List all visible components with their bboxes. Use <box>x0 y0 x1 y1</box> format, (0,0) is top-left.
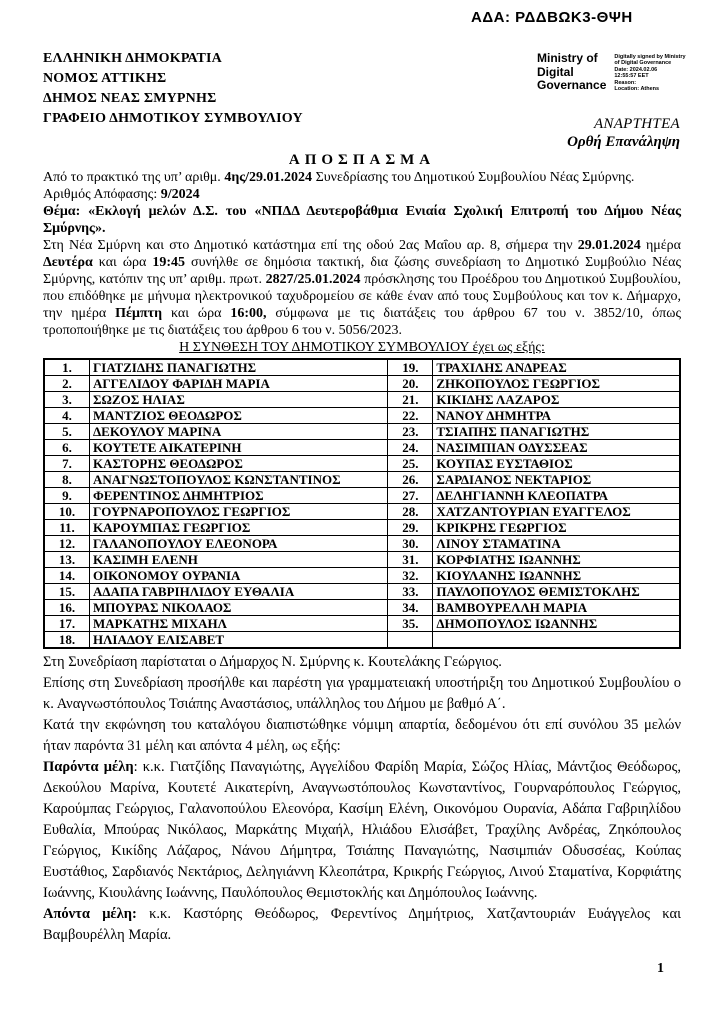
member-number-cell: 7. <box>44 456 90 472</box>
bold-text-run: Πέμπτη <box>115 306 163 321</box>
text-line: ΝΟΜΟΣ ΑΤΤΙΚΗΣ <box>43 71 167 86</box>
bold-text-run: Δευτέρα <box>43 255 93 270</box>
text-run: Από το πρακτικό της υπ’ αριθμ. <box>43 170 225 185</box>
mayor-presence-paragraph: Στη Συνεδρίαση παρίσταται ο Δήμαρχος Ν. Σμύρνης κ. Κουτελάκης Γεώργιος. <box>43 654 502 670</box>
member-number-cell: 23. <box>388 424 433 440</box>
member-number-cell: 13. <box>44 552 90 568</box>
member-name-cell: ΑΝΑΓΝΩΣΤΟΠΟΥΛΟΣ ΚΩΝΣΤΑΝΤΙΝΟΣ <box>90 472 388 488</box>
council-member-row <box>44 600 680 616</box>
member-number-cell: 20. <box>388 376 433 392</box>
excerpt-line <box>43 169 681 186</box>
member-name-cell: ΜΑΝΤΖΙΟΣ ΘΕΟΔΩΡΟΣ <box>90 408 388 424</box>
text-line: Date: 2024.02.06 <box>614 66 658 73</box>
member-name-cell: ΓΑΛΑΝΟΠΟΥΛΟΥ ΕΛΕΟΝΟΡΑ <box>90 536 388 552</box>
text-run: πρόσκλησης του Προέδρου του Δημοτικού Συμβουλίου, που επιδόθηκε με μήνυμα ηλεκτρονικού ταχυδρομείου σε κάθε έναν από τους Συμβούλους και τον κ. Δήμαρχο, την ημέρα <box>43 272 682 321</box>
member-name-cell: ΝΑΝΟΥ ΔΗΜΗΤΡΑ <box>433 408 680 424</box>
member-number-cell: 21. <box>388 392 433 408</box>
signature-name <box>537 52 606 93</box>
text-run: σύμφωνα με τις διατάξεις του άρθρου 67 του ν. 3852/10, όπως τροποποιήθηκε με τις διατάξεις του άρθρου 6 του ν. 5056/2023. <box>43 306 682 338</box>
member-number-cell: 11. <box>44 520 90 536</box>
page-number: 1 <box>657 961 664 976</box>
member-number-cell: 1. <box>44 359 90 376</box>
council-member-row <box>44 376 680 392</box>
bold-text-run: 29.01.2024 <box>577 238 641 253</box>
council-member-row <box>44 584 680 600</box>
member-name-cell: ΚΟΥΤΕΤΕ ΑΙΚΑΤΕΡΙΝΗ <box>90 440 388 456</box>
council-member-row <box>44 408 680 424</box>
member-number-cell: 10. <box>44 504 90 520</box>
member-number-cell: 6. <box>44 440 90 456</box>
member-number-cell: 24. <box>388 440 433 456</box>
text-line: ΔΗΜΟΣ ΝΕΑΣ ΣΜΥΡΝΗΣ <box>43 91 217 106</box>
bold-text-run: Παρόντα μέλη <box>43 759 134 775</box>
text-run: : κ.κ. Γιατζίδης Παναγιώτης, Αγγελίδου Φαρίδη Μαρία, Σώζος Ηλίας, Μάντζιος Θεόδωρος, Δεκούλου Μαρίνα, Κουτετέ Αικατερίνη, Αναγνωστόπουλος Κωνσταντίνος, Γουρναρόπουλος Γεώργιος, Καρούμπας Γεώργιος, Γαλανοπούλου Ελεονόρα, Κασίμη Ελένη, Οικονόμου Ουρανία, Αδάπα Γαβριηλίδου Ευθαλία, Μπούρας Νικόλαος, Μαρκάτης Μιχαήλ, Ηλιάδου Ελισάβετ, Τραχίλης Ανδρέας, Ζηκόπουλος Γεώργιος, Κικίδης Λάζαρος, Νάνου Δήμητρα, Τσιάπης Παναγιώτης, Νασιμπιάν Οδυσσέας, Κούπας Ευστάθιος, Σαρδιανός Νεκτάριος, Δεληγιάννη Κλεοπάτρα, Κρικρής Γεώργιος, Λινού Σταματίνα, Κορφιάτης Ιωάννης, Κιουλάνης Ιωάννης, Παυλόπουλος Θεμιστοκλής και Δημόπουλος Ιωάννης. <box>43 759 681 901</box>
orthi-epanalipsi-label: Ορθή Επανάληψη <box>567 134 680 150</box>
document-title: ΑΠΟΣΠΑΣΜΑ <box>288 152 436 168</box>
member-name-cell: ΚΑΡΟΥΜΠΑΣ ΓΕΩΡΓΙΟΣ <box>90 520 388 536</box>
member-name-cell: ΓΟΥΡΝΑΡΟΠΟΥΛΟΣ ΓΕΩΡΓΙΟΣ <box>90 504 388 520</box>
member-name-cell: ΔΗΜΟΠΟΥΛΟΣ ΙΩΑΝΝΗΣ <box>433 616 680 632</box>
member-number-cell: 14. <box>44 568 90 584</box>
member-number-cell: 2. <box>44 376 90 392</box>
ministry-signature-stamp <box>537 52 686 93</box>
council-member-row <box>44 536 680 552</box>
text-run: Στη Νέα Σμύρνη και στο Δημοτικό κατάστημα επί της οδού 2ας Μαΐου αρ. 8, σήμερα την <box>43 238 578 253</box>
member-name-cell: ΚΙΟΥΛΑΝΗΣ ΙΩΑΝΝΗΣ <box>433 568 680 584</box>
member-name-cell: ΔΕΛΗΓΙΑΝΝΗ ΚΛΕΟΠΑΤΡΑ <box>433 488 680 504</box>
member-name-cell: ΛΙΝΟΥ ΣΤΑΜΑΤΙΝΑ <box>433 536 680 552</box>
member-number-cell: 16. <box>44 600 90 616</box>
council-members-tbody <box>44 359 680 648</box>
member-number-cell: 12. <box>44 536 90 552</box>
bold-text-run: 9/2024 <box>160 187 200 202</box>
council-member-row <box>44 504 680 520</box>
member-name-cell: ΟΙΚΟΝΟΜΟΥ ΟΥΡΑΝΙΑ <box>90 568 388 584</box>
member-name-cell: ΣΑΡΔΙΑΝΟΣ ΝΕΚΤΑΡΙΟΣ <box>433 472 680 488</box>
member-name-cell: ΚΟΥΠΑΣ ΕΥΣΤΑΘΙΟΣ <box>433 456 680 472</box>
member-name-cell: ΚΑΣΤΟΡΗΣ ΘΕΟΔΩΡΟΣ <box>90 456 388 472</box>
council-member-row <box>44 424 680 440</box>
member-name-cell: ΤΣΙΑΠΗΣ ΠΑΝΑΓΙΩΤΗΣ <box>433 424 680 440</box>
attendance-section <box>43 652 681 946</box>
member-number-cell: 3. <box>44 392 90 408</box>
member-name-cell: ΠΑΥΛΟΠΟΥΛΟΣ ΘΕΜΙΣΤΟΚΛΗΣ <box>433 584 680 600</box>
member-number-cell: 9. <box>44 488 90 504</box>
member-name-cell: ΚΑΣΙΜΗ ΕΛΕΝΗ <box>90 552 388 568</box>
council-member-row <box>44 359 680 376</box>
signature-details <box>614 52 685 92</box>
member-number-cell: 17. <box>44 616 90 632</box>
session-paragraph <box>43 237 681 339</box>
text-line: ΕΛΛΗΝΙΚΗ ΔΗΜΟΚΡΑΤΙΑ <box>43 51 222 66</box>
text-line: Digitally signed by Ministry <box>614 54 686 60</box>
member-name-cell: ΚΙΚΙΔΗΣ ΛΑΖΑΡΟΣ <box>433 392 680 408</box>
present-members-paragraph <box>43 757 681 904</box>
composition-heading: Η ΣΥΝΘΕΣΗ ΤΟΥ ΔΗΜΟΤΙΚΟΥ ΣΥΜΒΟΥΛΙΟΥ έχει ως εξής: <box>179 340 545 355</box>
anartitea-label: ΑΝΑΡΤΗΤΕΑ <box>593 116 680 132</box>
council-member-row <box>44 520 680 536</box>
member-number-cell: 26. <box>388 472 433 488</box>
member-number-cell: 27. <box>388 488 433 504</box>
text-line: Ministry of <box>537 51 598 65</box>
member-number-cell: 33. <box>388 584 433 600</box>
member-name-cell <box>433 632 680 649</box>
member-name-cell: ΣΩΖΟΣ ΗΛΙΑΣ <box>90 392 388 408</box>
member-number-cell: 25. <box>388 456 433 472</box>
quorum-paragraph: Κατά την εκφώνηση του καταλόγου διαπιστώθηκε νόμιμη απαρτία, δεδομένου ότι επί συνόλου 35 μελών ήταν παρόντα 31 μέλη και απόντα 4 μέλη, ως εξής: <box>43 717 681 754</box>
bold-text-run: 19:45 <box>152 255 186 270</box>
text-line: Reason: <box>614 79 637 86</box>
council-member-row <box>44 552 680 568</box>
member-number-cell: 28. <box>388 504 433 520</box>
member-number-cell: 18. <box>44 632 90 649</box>
org-header <box>43 49 303 129</box>
member-name-cell: ΚΡΙΚΡΗΣ ΓΕΩΡΓΙΟΣ <box>433 520 680 536</box>
text-line: ΓΡΑΦΕΙΟ ΔΗΜΟΤΙΚΟΥ ΣΥΜΒΟΥΛΙΟΥ <box>43 111 303 126</box>
subject-line <box>43 203 681 237</box>
member-number-cell: 32. <box>388 568 433 584</box>
bold-text-run: 2827/25.01.2024 <box>265 272 361 287</box>
bold-text-run: Θέμα: «Εκλογή μελών Δ.Σ. του «ΝΠΔΔ Δευτεροβάθμια Ενιαία Σχολική Επιτροπή του Δήμου Νέας Σμύρνης». <box>43 204 681 236</box>
member-name-cell: ΔΕΚΟΥΛΟΥ ΜΑΡΙΝΑ <box>90 424 388 440</box>
member-name-cell: ΚΟΡΦΙΑΤΗΣ ΙΩΑΝΝΗΣ <box>433 552 680 568</box>
member-name-cell: ΓΙΑΤΖΙΔΗΣ ΠΑΝΑΓΙΩΤΗΣ <box>90 359 388 376</box>
council-member-row <box>44 488 680 504</box>
bold-text-run: Απόντα μέλη: <box>43 906 137 922</box>
text-run: Συνεδρίασης του Δημοτικού Συμβουλίου Νέας Σμύρνης. <box>312 170 635 185</box>
text-run: ημέρα <box>640 238 682 253</box>
member-number-cell: 15. <box>44 584 90 600</box>
member-name-cell: ΤΡΑΧΙΛΗΣ ΑΝΔΡΕΑΣ <box>433 359 680 376</box>
text-line: Digital <box>537 64 574 79</box>
member-number-cell <box>388 632 433 649</box>
member-number-cell: 35. <box>388 616 433 632</box>
text-line: Governance <box>537 78 607 92</box>
bold-text-run: 16:00, <box>230 306 267 321</box>
member-name-cell: ΑΓΓΕΛΙΔΟΥ ΦΑΡΙΔΗ ΜΑΡΙΑ <box>90 376 388 392</box>
text-run: συνήλθε σε δημόσια τακτική, δια ζώσης συνεδρίαση το Δημοτικό Συμβούλιο Νέας Σμύρνης, κατόπιν της υπ’ αριθμ. πρωτ. <box>43 255 682 287</box>
text-run: Αριθμός Απόφασης: <box>43 187 161 202</box>
document-body <box>43 152 681 946</box>
member-name-cell: ΦΕΡΕΝΤΙΝΟΣ ΔΗΜΗΤΡΙΟΣ <box>90 488 388 504</box>
member-number-cell: 22. <box>388 408 433 424</box>
member-number-cell: 30. <box>388 536 433 552</box>
member-number-cell: 31. <box>388 552 433 568</box>
member-number-cell: 34. <box>388 600 433 616</box>
member-number-cell: 19. <box>388 359 433 376</box>
member-name-cell: ΑΔΑΠΑ ΓΑΒΡΙΗΛΙΔΟΥ ΕΥΘΑΛΙΑ <box>90 584 388 600</box>
council-members-table <box>43 358 681 649</box>
member-name-cell: ΧΑΤΖΑΝΤΟΥΡΙΑΝ ΕΥΑΓΓΕΛΟΣ <box>433 504 680 520</box>
text-run: και ώρα <box>92 255 153 270</box>
member-number-cell: 4. <box>44 408 90 424</box>
council-member-row <box>44 456 680 472</box>
text-line: Location: Athens <box>614 86 660 93</box>
text-line: of Digital Governance <box>614 60 672 67</box>
absent-members-paragraph <box>43 904 681 946</box>
council-member-row <box>44 632 680 649</box>
text-run: κ.κ. Καστόρης Θεόδωρος, Φερεντίνος Δημήτριος, Χατζαντουριάν Ευάγγελος και Βαμβουρέλλη Μαρία. <box>43 906 681 943</box>
council-member-row <box>44 392 680 408</box>
council-member-row <box>44 472 680 488</box>
bold-text-run: 4ης/29.01.2024 <box>224 170 313 185</box>
member-number-cell: 8. <box>44 472 90 488</box>
text-run: και ώρα <box>162 306 231 321</box>
member-name-cell: ΝΑΣΙΜΠΙΑΝ ΟΔΥΣΣΕΑΣ <box>433 440 680 456</box>
member-name-cell: ΖΗΚΟΠΟΥΛΟΣ ΓΕΩΡΓΙΟΣ <box>433 376 680 392</box>
member-name-cell: ΜΑΡΚΑΤΗΣ ΜΙΧΑΗΛ <box>90 616 388 632</box>
council-member-row <box>44 440 680 456</box>
member-number-cell: 29. <box>388 520 433 536</box>
text-line: 12:55:57 EET <box>614 73 649 80</box>
member-name-cell: ΗΛΙΑΔΟΥ ΕΛΙΣΑΒΕΤ <box>90 632 388 649</box>
member-name-cell: ΜΠΟΥΡΑΣ ΝΙΚΟΛΑΟΣ <box>90 600 388 616</box>
council-member-row <box>44 568 680 584</box>
secretary-paragraph: Επίσης στη Συνεδρίαση προσήλθε και παρέστη για γραμματειακή υποστήριξη του Δημοτικού Συμβουλίου ο κ. Αναγνωστόπουλος Τσιάπης Αναστάσιος, υπάλληλος του Δήμου με βαθμό Α΄. <box>43 675 681 712</box>
decision-number-line <box>43 186 681 203</box>
ada-number: ΑΔΑ: ΡΔΔΒΩΚ3-ΘΨΗ <box>471 9 633 26</box>
member-number-cell: 5. <box>44 424 90 440</box>
member-name-cell: ΒΑΜΒΟΥΡΕΛΛΗ ΜΑΡΙΑ <box>433 600 680 616</box>
council-member-row <box>44 616 680 632</box>
